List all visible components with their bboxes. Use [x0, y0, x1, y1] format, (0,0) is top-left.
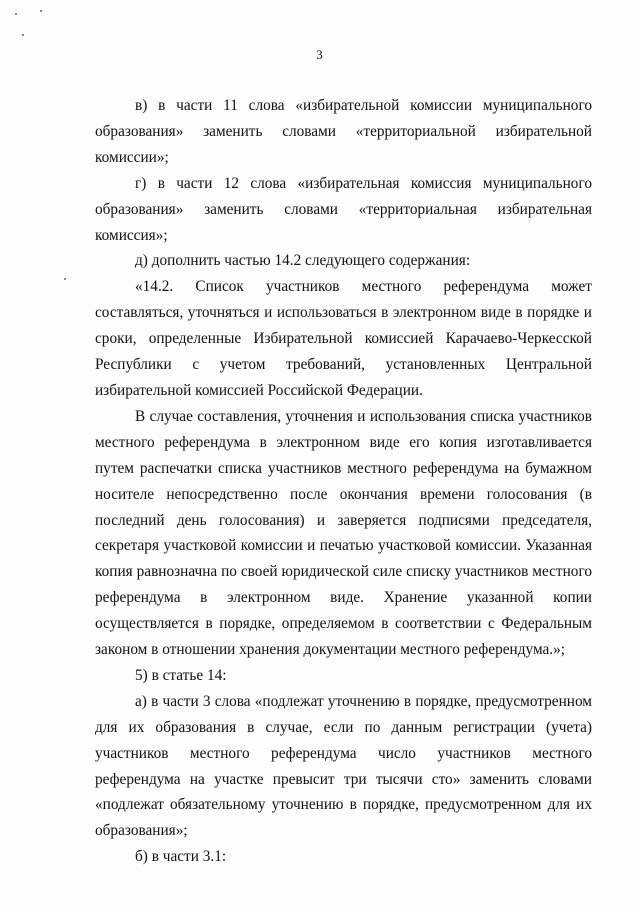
- paragraph: В случае составления, уточнения и использования списка участников местного референдума в электронном виде его копия изготавливается путем распечатки списка участников местного референдума на бумажном носителе непосредственно после окончания времени голосования (в последний день голосования) и заверяется подписями председателя, секретаря участковой комиссии и печатью участковой комиссии. Указанная копия равнозначна по своей юридической силе списку участников местного референдума в электронном виде. Хранение указанной копии осуществляется в порядке, определяемом в соответствии с Федеральным законом в отношении хранения документации местного референдума.»;: [95, 407, 592, 659]
- paragraph: б) в части 3.1:: [135, 848, 227, 866]
- paragraph: в) в части 11 слова «избирательной комиссии муниципального образования» заменить словами «территориальной избирательной комиссии»;: [95, 97, 592, 166]
- page-number: 3: [316, 47, 323, 62]
- scan-speck: [64, 278, 66, 280]
- paragraph: д) дополнить частью 14.2 следующего содержания:: [135, 252, 471, 270]
- paragraph: 5) в статье 14:: [135, 666, 227, 684]
- paragraph: г) в части 12 слова «избирательная комиссия муниципального образования» заменить словами «территориальная избирательная комиссия»;: [95, 174, 592, 244]
- scan-speck: [22, 34, 24, 36]
- document-body: [95, 93, 592, 870]
- scan-speck: [15, 13, 17, 15]
- paragraph: а) в части 3 слова «подлежат уточнению в порядке, предусмотренном для их образования в случае, если по данным регистрации (учета) участников местного референдума число участников местного референдума на участке превысит три тысячи сто» заменить словами «подлежат обязательному уточнению в порядке, предусмотренном для их образования»;: [95, 692, 592, 840]
- scan-speck: [40, 10, 42, 12]
- paragraph: «14.2. Список участников местного референдума может составляться, уточняться и использоваться в электронном виде в порядке и сроки, определенные Избирательной комиссией Карачаево-Черкесской Республики с учетом требований, установленных Центральной избирательной комиссией Российской Федерации.: [95, 278, 592, 399]
